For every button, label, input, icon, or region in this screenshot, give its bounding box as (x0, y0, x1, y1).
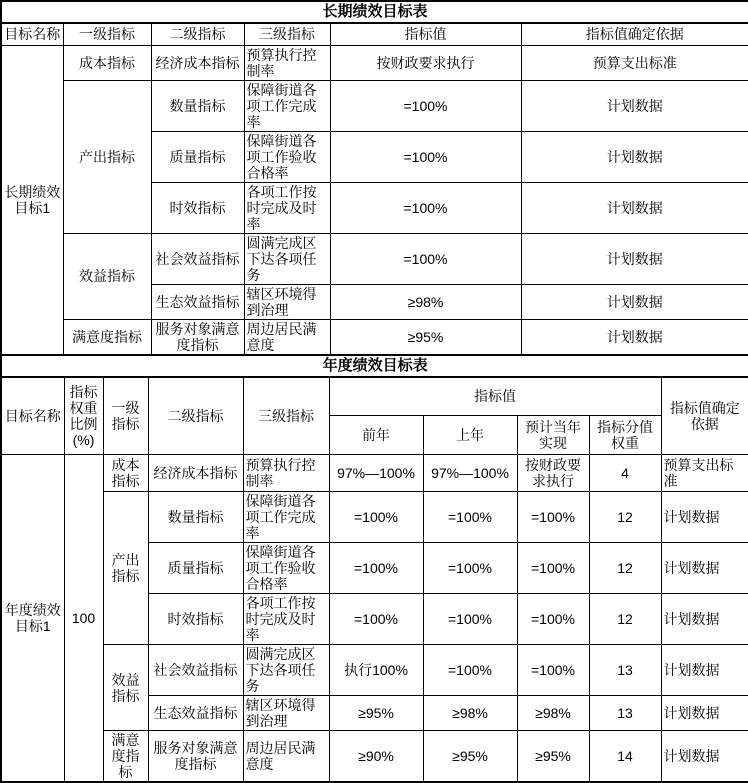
level2-cell: 生态效益指标 (148, 696, 243, 731)
table-row (1, 45, 748, 80)
level3-cell: 预算执行控制率 (243, 455, 329, 492)
table-row (1, 319, 748, 355)
header-indicator-value: 指标值 (330, 23, 521, 45)
level1-cell: 效益指标 (103, 645, 148, 731)
score-weight-cell: 12 (589, 543, 661, 594)
table-row (1, 645, 748, 696)
year-before-last-cell: 97%—100% (329, 455, 423, 492)
score-weight-cell: 13 (589, 645, 661, 696)
last-year-cell: =100% (423, 492, 517, 543)
expected-current-year-cell: =100% (517, 543, 589, 594)
level1-cell: 效益指标 (63, 233, 151, 319)
header-level2: 二级指标 (148, 377, 243, 455)
value-basis-cell: 计划数据 (521, 131, 748, 182)
header-expected-current-year: 预计当年实现 (517, 416, 589, 455)
expected-current-year-cell: ≥95% (517, 731, 589, 783)
last-year-cell: ≥95% (423, 731, 517, 783)
level3-cell: 周边居民满意度 (243, 731, 329, 783)
level2-cell: 服务对象满意度指标 (151, 319, 244, 355)
level2-cell: 经济成本指标 (148, 455, 243, 492)
year-before-last-cell: =100% (329, 594, 423, 645)
level2-cell: 数量指标 (148, 492, 243, 543)
header-indicator-value-group: 指标值 (329, 377, 661, 416)
indicator-value-cell: =100% (330, 233, 521, 284)
level3-cell: 保障街道各项工作完成率 (243, 492, 329, 543)
expected-current-year-cell: =100% (517, 594, 589, 645)
value-basis-cell: 计划数据 (661, 543, 748, 594)
level1-cell: 满意度指标 (103, 731, 148, 783)
value-basis-cell: 计划数据 (661, 492, 748, 543)
level2-cell: 生态效益指标 (151, 284, 244, 319)
last-year-cell: =100% (423, 594, 517, 645)
level1-cell: 成本指标 (103, 455, 148, 492)
level3-cell: 各项工作按时完成及时率 (244, 182, 330, 233)
header-level1: 一级指标 (103, 377, 148, 455)
level2-cell: 质量指标 (151, 131, 244, 182)
level3-cell: 各项工作按时完成及时率 (243, 594, 329, 645)
header-year-before-last: 前年 (329, 416, 423, 455)
indicator-value-cell: =100% (330, 80, 521, 131)
value-basis-cell: 计划数据 (661, 696, 748, 731)
table-row (1, 731, 748, 783)
level2-cell: 质量指标 (148, 543, 243, 594)
weight-ratio-cell: 100 (64, 455, 103, 783)
expected-current-year-cell: =100% (517, 645, 589, 696)
long-term-performance-table (0, 0, 748, 356)
header-level2: 二级指标 (151, 23, 244, 45)
level3-cell: 周边居民满意度 (244, 319, 330, 355)
expected-current-year-cell: =100% (517, 492, 589, 543)
level2-cell: 社会效益指标 (151, 233, 244, 284)
level3-cell: 预算执行控制率 (244, 45, 330, 80)
level2-cell: 时效指标 (151, 182, 244, 233)
level1-cell: 满意度指标 (63, 319, 151, 355)
annual-performance-table (0, 356, 748, 783)
value-basis-cell: 计划数据 (661, 594, 748, 645)
annual-table-title: 年度绩效目标表 (1, 356, 748, 377)
level2-cell: 服务对象满意度指标 (148, 731, 243, 783)
value-basis-cell: 计划数据 (521, 284, 748, 319)
last-year-cell: =100% (423, 543, 517, 594)
table-row (1, 455, 748, 492)
indicator-value-cell: ≥95% (330, 319, 521, 355)
year-before-last-cell: ≥95% (329, 696, 423, 731)
expected-current-year-cell: 按财政要求执行 (517, 455, 589, 492)
level2-cell: 经济成本指标 (151, 45, 244, 80)
level1-cell: 产出指标 (103, 492, 148, 645)
value-basis-cell: 计划数据 (521, 182, 748, 233)
value-basis-cell: 预算支出标准 (521, 45, 748, 80)
value-basis-cell: 计划数据 (661, 731, 748, 783)
level3-cell: 保障街道各项工作完成率 (244, 80, 330, 131)
level2-cell: 时效指标 (148, 594, 243, 645)
level3-cell: 辖区环境得到治理 (244, 284, 330, 319)
header-goal-name: 目标名称 (1, 23, 63, 45)
year-before-last-cell: =100% (329, 543, 423, 594)
header-last-year: 上年 (423, 416, 517, 455)
value-basis-cell: 计划数据 (521, 233, 748, 284)
level3-cell: 保障街道各项工作验收合格率 (243, 543, 329, 594)
goal-name-cell: 长期绩效目标1 (1, 45, 63, 355)
score-weight-cell: 14 (589, 731, 661, 783)
last-year-cell: =100% (423, 645, 517, 696)
header-level3: 三级指标 (244, 23, 330, 45)
header-goal-name: 目标名称 (1, 377, 64, 455)
goal-name-cell: 年度绩效目标1 (1, 455, 64, 783)
long-term-table-title: 长期绩效目标表 (1, 1, 748, 23)
level1-cell: 产出指标 (63, 80, 151, 233)
table-row (1, 233, 748, 284)
expected-current-year-cell: ≥98% (517, 696, 589, 731)
header-value-basis: 指标值确定依据 (521, 23, 748, 45)
header-level3: 三级指标 (243, 377, 329, 455)
level2-cell: 社会效益指标 (148, 645, 243, 696)
level2-cell: 数量指标 (151, 80, 244, 131)
header-score-weight: 指标分值权重 (589, 416, 661, 455)
header-value-basis: 指标值确定依据 (661, 377, 748, 455)
indicator-value-cell: ≥98% (330, 284, 521, 319)
value-basis-cell: 计划数据 (521, 80, 748, 131)
header-level1: 一级指标 (63, 23, 151, 45)
level3-cell: 圆满完成区下达各项任务 (243, 645, 329, 696)
level1-cell: 成本指标 (63, 45, 151, 80)
indicator-value-cell: 按财政要求执行 (330, 45, 521, 80)
level3-cell: 圆满完成区下达各项任务 (244, 233, 330, 284)
level3-cell: 辖区环境得到治理 (243, 696, 329, 731)
indicator-value-cell: =100% (330, 131, 521, 182)
value-basis-cell: 计划数据 (521, 319, 748, 355)
table-row (1, 80, 748, 131)
level3-cell: 保障街道各项工作验收合格率 (244, 131, 330, 182)
year-before-last-cell: =100% (329, 492, 423, 543)
year-before-last-cell: 执行100% (329, 645, 423, 696)
header-weight-ratio: 指标权重比例(%) (64, 377, 103, 455)
score-weight-cell: 13 (589, 696, 661, 731)
value-basis-cell: 计划数据 (661, 645, 748, 696)
score-weight-cell: 12 (589, 492, 661, 543)
table-row (1, 492, 748, 543)
value-basis-cell: 预算支出标准 (661, 455, 748, 492)
last-year-cell: ≥98% (423, 696, 517, 731)
score-weight-cell: 4 (589, 455, 661, 492)
last-year-cell: 97%—100% (423, 455, 517, 492)
year-before-last-cell: ≥90% (329, 731, 423, 783)
score-weight-cell: 12 (589, 594, 661, 645)
indicator-value-cell: =100% (330, 182, 521, 233)
